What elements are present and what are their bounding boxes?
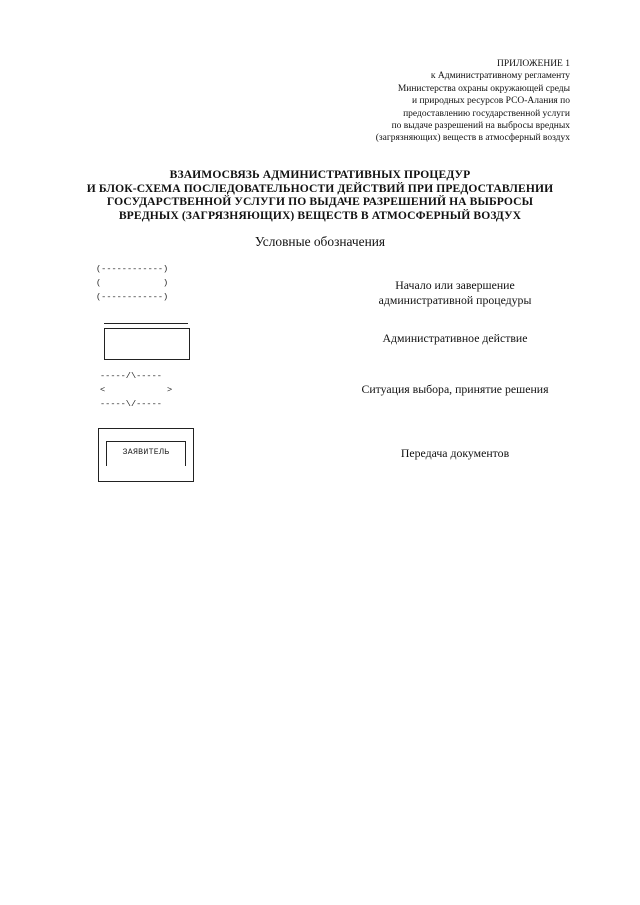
legend-desc-line: административной процедуры xyxy=(378,293,532,307)
title-line: ГОСУДАРСТВЕННОЙ УСЛУГИ ПО ВЫДАЧЕ РАЗРЕШЕНИЙ НА ВЫБРОСЫ xyxy=(106,195,534,209)
legend-description xyxy=(330,278,580,308)
appendix-line: по выдаче разрешений на выбросы вредных xyxy=(391,121,570,132)
document-inner-box xyxy=(106,441,186,466)
legend-description xyxy=(330,382,580,397)
legend-item-start-end xyxy=(0,262,640,312)
title-line: И БЛОК-СХЕМА ПОСЛЕДОВАТЕЛЬНОСТИ ДЕЙСТВИЙ ПРИ ПРЕДОСТАВЛЕНИИ xyxy=(86,181,554,195)
admin-action-symbol xyxy=(104,328,190,360)
title-line: ВРЕДНЫХ (ЗАГРЯЗНЯЮЩИХ) ВЕЩЕСТВ В АТМОСФЕРНЫЙ ВОЗДУХ xyxy=(118,208,522,222)
legend-item-admin-action xyxy=(0,320,640,364)
legend-desc-line: Административное действие xyxy=(382,331,528,345)
title-line: ВЗАИМОСВЯЗЬ АДМИНИСТРАТИВНЫХ ПРОЦЕДУР xyxy=(169,168,471,181)
appendix-line: Министерства охраны окружающей среды xyxy=(397,83,570,94)
legend-description xyxy=(330,446,580,461)
start-end-symbol: (------------) ( ) (------------) xyxy=(96,264,169,303)
legend-item-decision xyxy=(0,368,640,414)
decision-symbol: -----/\----- < > -----\/----- xyxy=(100,371,173,410)
legend-desc-line: Ситуация выбора, принятие решения xyxy=(361,382,549,396)
legend-desc-line: Передача документов xyxy=(400,446,510,460)
appendix-line: к Административному регламенту xyxy=(430,71,570,82)
legend-desc-line: Начало или завершение xyxy=(395,278,515,292)
document-title xyxy=(40,168,600,222)
legend-description xyxy=(330,331,580,346)
document-transfer-symbol xyxy=(98,428,194,482)
legend-item-document-transfer xyxy=(0,426,640,486)
legend-heading: Условные обозначения xyxy=(254,234,386,249)
applicant-label: ЗАЯВИТЕЛЬ xyxy=(122,448,170,457)
appendix-header xyxy=(310,58,570,145)
appendix-line: предоставлению государственной услуги xyxy=(403,108,570,119)
appendix-line: ПРИЛОЖЕНИЕ 1 xyxy=(496,59,570,69)
appendix-line: (загрязняющих) веществ в атмосферный воздух xyxy=(375,133,570,144)
appendix-line: и природных ресурсов РСО-Алания по xyxy=(412,96,570,107)
